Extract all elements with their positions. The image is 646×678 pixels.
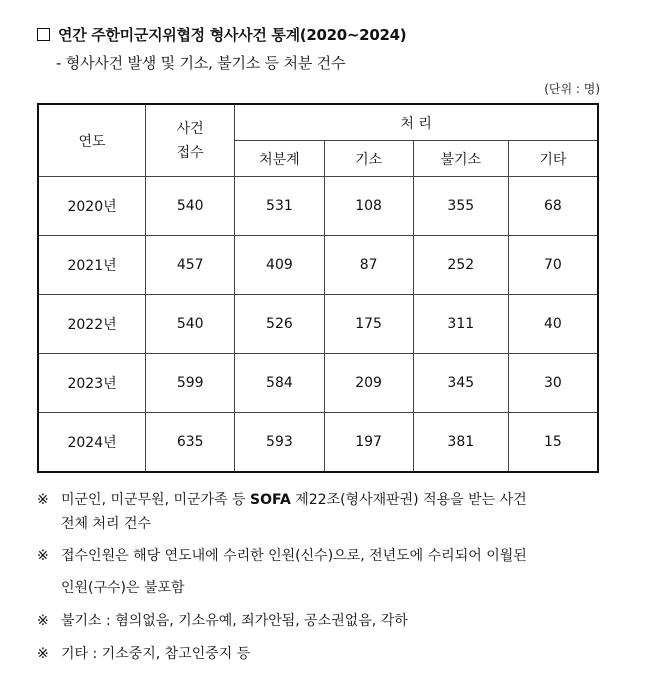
- table-row: [38, 295, 598, 354]
- cell-disposition: 409: [235, 236, 324, 295]
- note-sofa-scope: [37, 488, 607, 536]
- cell-received: 635: [146, 413, 235, 473]
- note-received-definition: [37, 544, 607, 600]
- page-subtitle: - 형사사건 발생 및 기소, 불기소 등 처분 건수: [56, 54, 346, 72]
- table-row: [38, 354, 598, 413]
- note-line: 기타 : 기소중지, 참고인중지 등: [61, 646, 251, 662]
- cell-non-indictment: 355: [413, 177, 508, 236]
- cell-non-indictment: 345: [413, 354, 508, 413]
- note-mark-icon: ※: [37, 548, 49, 564]
- header-received: [146, 104, 235, 177]
- cell-other: 40: [508, 295, 598, 354]
- note-other: [37, 642, 607, 666]
- cell-received: 457: [146, 236, 235, 295]
- cell-year: 2021년: [38, 236, 146, 295]
- cell-non-indictment: 252: [413, 236, 508, 295]
- note-text-sofa: SOFA: [250, 492, 291, 508]
- note-mark-icon: ※: [37, 613, 49, 629]
- note-text: 제22조(형사재판권) 적용을 받는 사건: [290, 492, 527, 508]
- note-mark-icon: ※: [37, 492, 49, 508]
- table-row: [38, 413, 598, 473]
- title-row: [37, 24, 406, 45]
- note-line: 전체 처리 건수: [61, 516, 152, 532]
- header-other: 기타: [508, 141, 598, 177]
- header-processing: 처 리: [235, 104, 598, 141]
- cell-indictment: 197: [324, 413, 413, 473]
- cell-year: 2022년: [38, 295, 146, 354]
- cell-disposition: 593: [235, 413, 324, 473]
- header-received-line1: 사건: [176, 120, 204, 137]
- cell-disposition: 531: [235, 177, 324, 236]
- note-text: 미군인, 미군무원, 미군가족 등: [61, 492, 250, 508]
- cell-received: 599: [146, 354, 235, 413]
- cell-year: 2020년: [38, 177, 146, 236]
- cell-non-indictment: 381: [413, 413, 508, 473]
- header-received-line2: 접수: [176, 144, 204, 161]
- note-non-indictment: [37, 609, 607, 633]
- cell-disposition: 526: [235, 295, 324, 354]
- cell-indictment: 175: [324, 295, 413, 354]
- cell-received: 540: [146, 177, 235, 236]
- cell-other: 68: [508, 177, 598, 236]
- table-row: [38, 236, 598, 295]
- cell-received: 540: [146, 295, 235, 354]
- header-non-indictment: 불기소: [413, 141, 508, 177]
- cell-other: 15: [508, 413, 598, 473]
- cell-other: 70: [508, 236, 598, 295]
- cell-disposition: 584: [235, 354, 324, 413]
- cell-indictment: 209: [324, 354, 413, 413]
- statistics-table: [37, 103, 599, 473]
- header-disposition: 처분계: [235, 141, 324, 177]
- checkbox-icon: [37, 28, 50, 41]
- note-line: [61, 488, 607, 512]
- cell-other: 30: [508, 354, 598, 413]
- note-mark-icon: ※: [37, 646, 49, 662]
- note-line: 불기소 : 혐의없음, 기소유예, 죄가안됨, 공소권없음, 각하: [61, 613, 408, 629]
- cell-indictment: 87: [324, 236, 413, 295]
- note-line: 인원(구수)은 불포함: [61, 580, 185, 596]
- table-row: [38, 177, 598, 236]
- header-indictment: 기소: [324, 141, 413, 177]
- cell-year: 2023년: [38, 354, 146, 413]
- cell-indictment: 108: [324, 177, 413, 236]
- unit-label: (단위 : 명): [544, 82, 600, 96]
- page-title: 연간 주한미군지위협정 형사사건 통계(2020~2024): [58, 26, 407, 44]
- header-year: 연도: [38, 104, 146, 177]
- cell-non-indictment: 311: [413, 295, 508, 354]
- note-line: 접수인원은 해당 연도내에 수리한 인원(신수)으로, 전년도에 수리되어 이월된: [61, 548, 527, 564]
- cell-year: 2024년: [38, 413, 146, 473]
